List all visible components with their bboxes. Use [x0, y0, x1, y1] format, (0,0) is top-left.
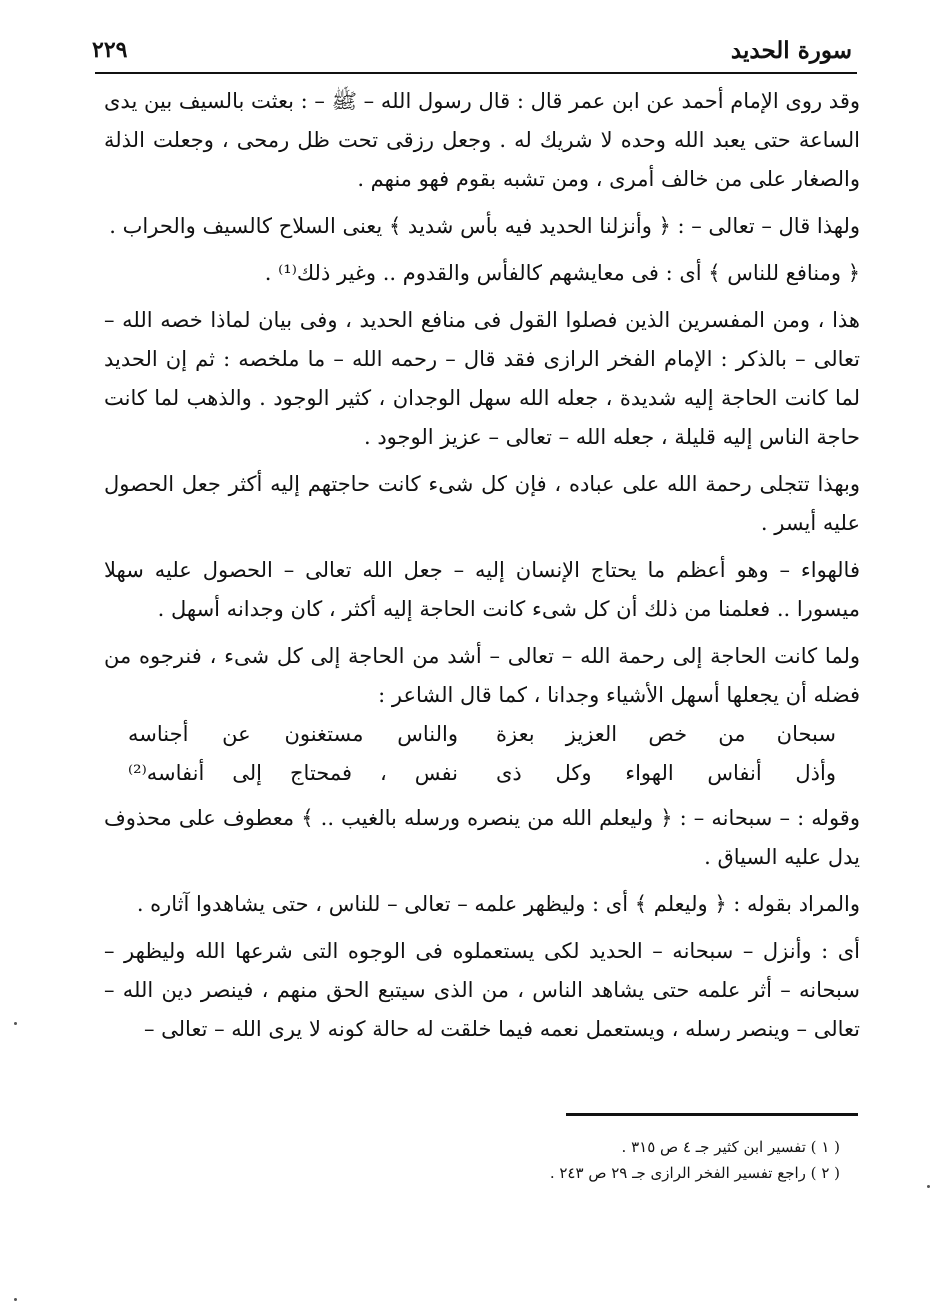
poem-hemistich: نفس ، فمحتاج إلى أنفاسه⁽²⁾ [128, 761, 458, 785]
body-text [104, 82, 860, 1057]
scan-speck [14, 1022, 17, 1025]
poem-hemistich: وأذل أنفاس الهواء وكل ذى [496, 761, 836, 785]
paragraph: فالهواء – وهو أعظم ما يحتاج الإنسان إليه – جعل الله تعالى – الحصول عليه سهلا ميسورا .. فعلمنا من ذلك أن كل شىء كانت الحاجة إليه أكثر ، كان وجدانه أسهل . [104, 558, 860, 621]
scan-speck [14, 1298, 17, 1301]
poem [104, 715, 860, 793]
paragraph: وقوله : – سبحانه – : ﴿ وليعلم الله من ينصره ورسله بالغيب .. ﴾ معطوف على محذوف يدل عليه السياق . [104, 806, 860, 869]
running-title: سورة الحديد [730, 36, 852, 64]
footnotes [420, 1134, 840, 1186]
footnote: ( ٢ ) راجع تفسير الفخر الرازى جـ ٢٩ ص ٢٤٣ . [549, 1164, 840, 1182]
header-rule [95, 72, 857, 74]
poem-hemistich: سبحان من خص العزيز بعزة [496, 722, 836, 746]
paragraph: ولهذا قال – تعالى – : ﴿ وأنزلنا الحديد فيه بأس شديد ﴾ يعنى السلاح كالسيف والحراب . [109, 214, 860, 238]
page-number: ٢٢٩ [92, 37, 128, 63]
footnote: ( ١ ) تفسير ابن كثير جـ ٤ ص ٣١٥ . [621, 1138, 840, 1156]
scan-speck [927, 1185, 930, 1188]
footnote-rule [566, 1113, 858, 1116]
paragraph: والمراد بقوله : ﴿ وليعلم ﴾ أى : وليظهر علمه – تعالى – للناس ، حتى يشاهدوا آثاره . [136, 892, 860, 916]
page-header [92, 30, 852, 70]
poem-hemistich: والناس مستغنون عن أجناسه [128, 722, 458, 746]
paragraph: وبهذا تتجلى رحمة الله على عباده ، فإن كل شىء كانت حاجتهم إليه أكثر جعل الحصول عليه أيسر . [104, 472, 860, 535]
paragraph: وقد روى الإمام أحمد عن ابن عمر قال : قال رسول الله – ﷺ – : بعثت بالسيف بين يدى الساعة حتى يعبد الله وحده لا شريك له . وجعل رزقى تحت ظل رمحى ، وجعلت الذلة والصغار على من خالف أمرى ، ومن تشبه بقوم فهو منهم . [104, 89, 860, 191]
paragraph: ﴿ ومنافع للناس ﴾ أى : فى معايشهم كالفأس والقدوم .. وغير ذلك⁽¹⁾ . [264, 261, 860, 285]
paragraph: أى : وأنزل – سبحانه – الحديد لكى يستعملوه فى الوجوه التى شرعها الله وليظهر – سبحانه – أثر علمه حتى يشاهد الناس ، من الذى سيتبع الحق منهم ، فينصر دين الله – تعالى – وينصر رسله ، ويستعمل نعمه فيما خلقت له حالة كونه لا يرى الله – تعالى – [104, 939, 860, 1041]
paragraph: ولما كانت الحاجة إلى رحمة الله – تعالى – أشد من الحاجة إلى كل شىء ، فنرجوه من فضله أن يجعلها أسهل الأشياء وجدانا ، كما قال الشاعر : [104, 644, 860, 707]
paragraph: هذا ، ومن المفسرين الذين فصلوا القول فى منافع الحديد ، وفى بيان لماذا خصه الله – تعالى – بالذكر : الإمام الفخر الرازى فقد قال – رحمه الله – ما ملخصه : ثم إن الحديد لما كانت الحاجة إليه شديدة ، جعله الله سهل الوجدان ، كثير الوجود . والذهب لما كانت حاجة الناس إليه قليلة ، جعله الله – تعالى – عزيز الوجود . [104, 308, 860, 449]
